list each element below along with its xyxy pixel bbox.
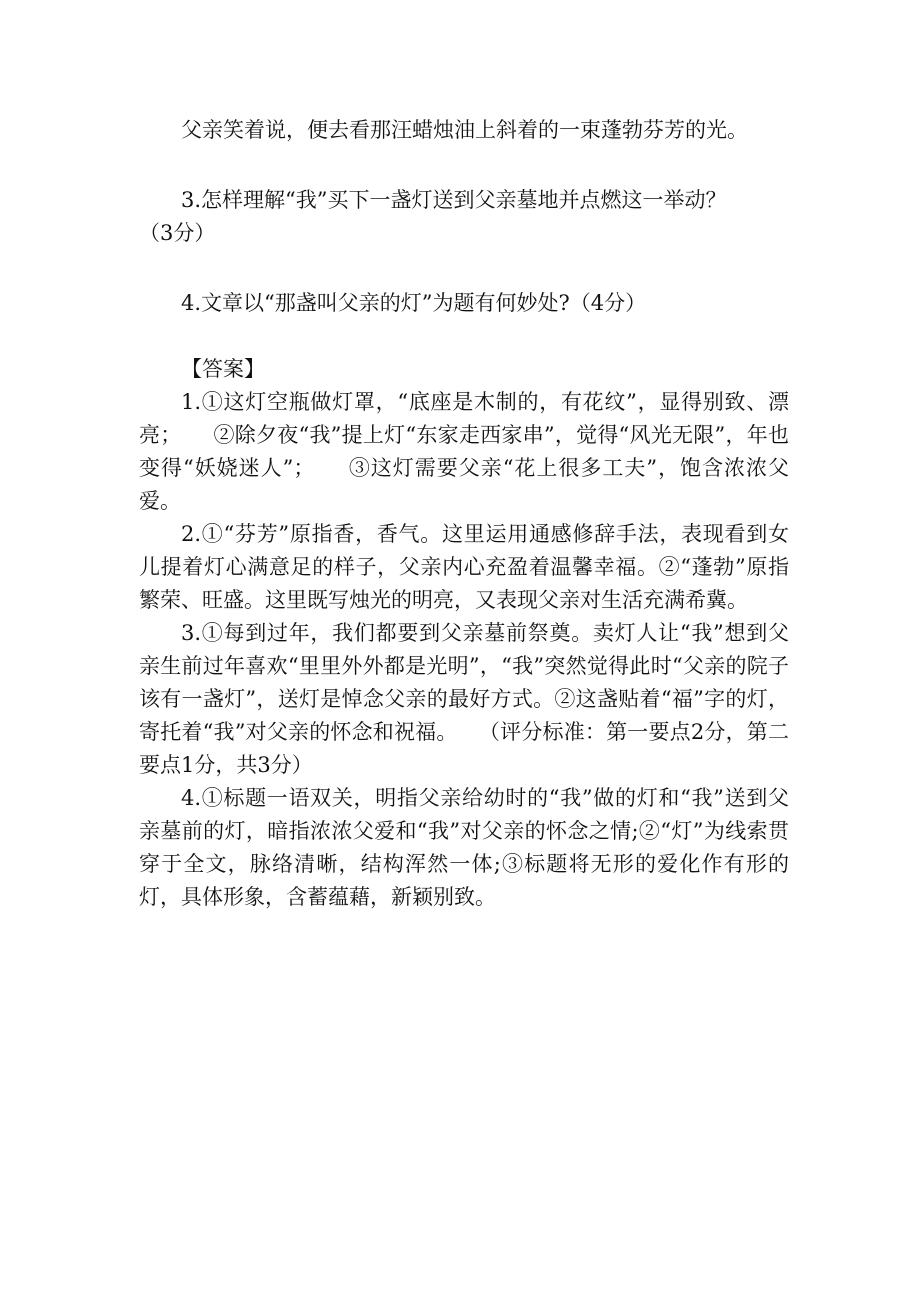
question-3-text: 3.怎样理解“我”买下一盏灯送到父亲墓地并点燃这一举动？ (181, 188, 727, 212)
answer-item-1: 1.①这灯空瓶做灯罩，“底座是木制的，有花纹”，显得别致、漂亮； ②除夕夜“我”提上灯“东家走西家串”，觉得“风光无限”，年也变得“妖娆迷人”； ③这灯需要父亲“花上很多工夫”，饱含浓浓父爱。 (139, 390, 789, 513)
answer-section (139, 353, 789, 914)
answer-heading: 【答案】 (181, 357, 265, 381)
answer-item-3: 3.①每到过年，我们都要到父亲墓前祭奠。卖灯人让“我”想到父亲生前过年喜欢“里里外外都是光明”，“我”突然觉得此时“父亲的院子该有一盏灯”，送灯是悼念父亲的最好方式。②这盏贴着“福”字的灯，寄托着“我”对父亲的怀念和祝福。 （评分标准：第一要点2分，第二要点1分，共3分） (139, 621, 789, 777)
question-3-score: （3分） (139, 221, 216, 245)
question-4-text: 4.文章以“那盏叫父亲的灯”为题有何妙处?（4分） (181, 291, 647, 315)
answer-item-2: 2.①“芬芳”原指香，香气。这里运用通感修辞手法，表现看到女儿提着灯心满意足的样子，父亲内心充盈着温馨幸福。②“蓬勃”原指繁荣、旺盛。这里既写烛光的明亮，又表现父亲对生活充满希冀。 (139, 522, 789, 612)
answer-item-4: 4.①标题一语双关，明指父亲给幼时的“我”做的灯和“我”送到父亲墓前的灯，暗指浓浓父爱和“我”对父亲的怀念之情;②“灯”为线索贯穿于全文，脉络清晰，结构浑然一体;③标题将无形的爱化作有形的灯，具体形象，含蓄蕴藉，新颖别致。 (139, 786, 789, 909)
passage-line: 父亲笑着说，便去看那汪蜡烛油上斜着的一束蓬勃芬芳的光。 (181, 118, 748, 142)
